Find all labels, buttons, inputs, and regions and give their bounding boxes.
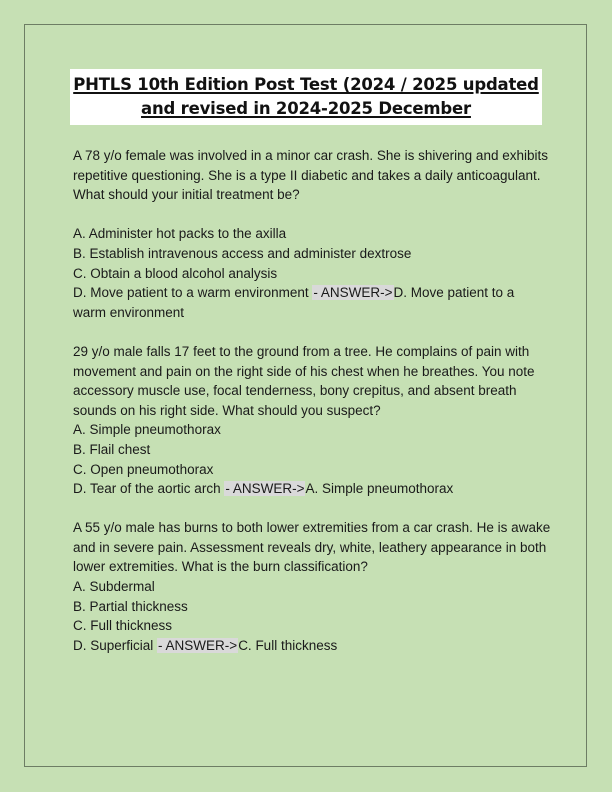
answer-text: C. Full thickness [238, 637, 338, 653]
question-stem: 29 y/o male falls 17 feet to the ground from a tree. He complains of pain with movement and pain on the right side of his chest when he breathes. You note accessory muscle use, focal tenderness, bony crepitus, and absent breath sounds on his right side. What should you suspect? [73, 343, 535, 418]
answer-text: A. Simple pneumothorax [305, 481, 454, 497]
question-list [73, 146, 551, 675]
option-c: C. Obtain a blood alcohol analysis [73, 265, 278, 281]
title-line-2: and revised in 2024-2025 December [141, 99, 471, 118]
option-d: D. Superficial [73, 637, 158, 653]
option-a: A. Simple pneumothorax [73, 422, 221, 438]
option-b: B. Establish intravenous access and administer dextrose [73, 245, 412, 261]
option-b: B. Partial thickness [73, 598, 188, 614]
answer-marker: - ANSWER-> [313, 285, 393, 301]
question-3 [73, 518, 551, 655]
question-stem: A 78 y/o female was involved in a minor car crash. She is shivering and exhibits repetitive questioning. She is a type II diabetic and takes a daily anticoagulant. What should your initial treatment be? [73, 148, 548, 203]
option-d-with-answer [73, 479, 551, 499]
option-d-with-answer [73, 283, 551, 322]
option-a: A. Administer hot packs to the axilla [73, 226, 287, 242]
option-d: D. Move patient to a warm environment [73, 285, 313, 301]
option-c: C. Full thickness [73, 618, 173, 634]
option-a: A. Subdermal [73, 579, 155, 595]
answer-marker: - ANSWER-> [158, 637, 238, 653]
option-c: C. Open pneumothorax [73, 461, 214, 477]
option-b: B. Flail chest [73, 441, 151, 457]
document-title [70, 69, 542, 125]
question-stem: A 55 y/o male has burns to both lower extremities from a car crash. He is awake and in severe pain. Assessment reveals dry, white, leathery appearance in both lower extremities. What is the burn classification? [73, 520, 551, 575]
answer-text: D. Move patient to a warm environment [73, 285, 515, 320]
question-2 [73, 342, 551, 499]
title-line-1: PHTLS 10th Edition Post Test (2024 / 2025 updated [73, 75, 539, 94]
option-d-with-answer [73, 636, 551, 656]
question-1 [73, 146, 551, 322]
option-d: D. Tear of the aortic arch [73, 481, 225, 497]
answer-marker: - ANSWER-> [225, 481, 305, 497]
